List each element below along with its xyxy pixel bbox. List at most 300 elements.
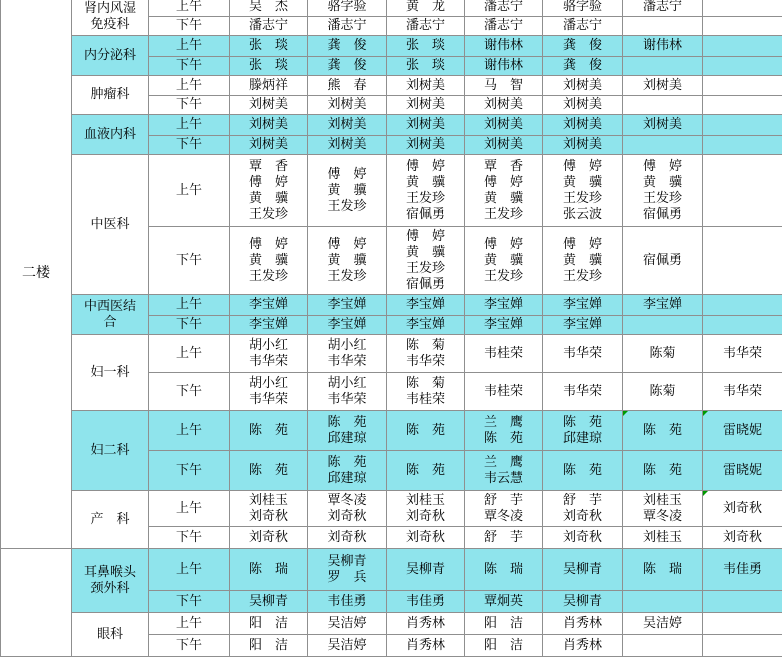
- doctor-cell: [308, 227, 387, 295]
- doctor-list: [249, 493, 288, 525]
- doctor-name: 李宝婵: [327, 297, 366, 313]
- doctor-list: [563, 97, 602, 113]
- doctor-list: [643, 562, 682, 578]
- doctor-name: 陈 瑞: [484, 562, 523, 578]
- doctor-cell: [387, 76, 465, 96]
- doctor-name: 刘树美: [327, 117, 366, 133]
- doctor-list: [484, 594, 523, 610]
- doctor-list: [563, 18, 602, 34]
- doctor-name: 张云波: [563, 207, 602, 223]
- doctor-name: 王发珍: [327, 269, 366, 285]
- doctor-cell: [623, 227, 703, 295]
- doctor-name: 覃炯英: [484, 594, 523, 610]
- doctor-cell: [387, 136, 465, 155]
- doctor-list: [327, 297, 366, 313]
- doctor-name: 黄 骥: [249, 191, 288, 207]
- doctor-cell: [465, 57, 543, 76]
- doctor-list: [327, 616, 366, 632]
- floor-label: 二楼: [1, 0, 72, 549]
- doctor-list: [249, 594, 288, 610]
- doctor-cell: [465, 136, 543, 155]
- doctor-list: [563, 78, 602, 94]
- doctor-list: [406, 594, 445, 610]
- doctor-list: [249, 616, 288, 632]
- doctor-cell: [387, 17, 465, 36]
- doctor-name: 潘志宁: [327, 18, 366, 34]
- doctor-list: [484, 317, 523, 333]
- doctor-cell: [230, 613, 308, 635]
- doctor-name: 陈 苑: [406, 423, 445, 439]
- doctor-name: 刘树美: [406, 97, 445, 113]
- doctor-cell: [703, 411, 782, 451]
- period-label: 下午: [149, 591, 230, 613]
- doctor-name: 肖秀林: [406, 616, 445, 632]
- doctor-cell: [230, 0, 308, 17]
- doctor-name: 傅 婷: [563, 159, 602, 175]
- doctor-name: 陈 苑: [249, 463, 288, 479]
- doctor-name: 刘树美: [249, 97, 288, 113]
- doctor-list: [406, 616, 445, 632]
- doctor-name: 刘树美: [643, 78, 682, 94]
- schedule-row: [1, 76, 782, 96]
- doctor-list: [249, 159, 288, 223]
- department-name: 眼科: [72, 613, 149, 657]
- doctor-list: [327, 376, 366, 408]
- doctor-list: [327, 493, 366, 525]
- doctor-cell: [703, 491, 782, 527]
- doctor-list: [327, 0, 366, 15]
- doctor-name: 胡小红: [327, 376, 366, 392]
- doctor-name: 覃 香: [249, 159, 288, 175]
- doctor-name: 韦桂荣: [484, 384, 523, 400]
- schedule-row: [1, 0, 782, 17]
- doctor-cell: [543, 635, 623, 657]
- doctor-name: 李宝婵: [249, 297, 288, 313]
- doctor-cell: [543, 115, 623, 136]
- doctor-name: 傅 婷: [249, 237, 288, 253]
- doctor-name: 胡小红: [249, 376, 288, 392]
- doctor-name: 陈 苑: [643, 423, 682, 439]
- doctor-name: 邱建琼: [327, 471, 366, 487]
- doctor-list: [249, 423, 288, 439]
- doctor-list: [643, 616, 682, 632]
- doctor-cell: [387, 316, 465, 335]
- doctor-name: 李宝婵: [406, 297, 445, 313]
- doctor-cell: [543, 451, 623, 491]
- doctor-name: 李宝婵: [563, 317, 602, 333]
- doctor-list: [723, 423, 762, 439]
- doctor-cell: [623, 491, 703, 527]
- doctor-cell: [703, 17, 782, 36]
- doctor-cell: [308, 96, 387, 115]
- doctor-name: 韦佳勇: [723, 562, 762, 578]
- doctor-cell: [465, 0, 543, 17]
- doctor-cell: [308, 295, 387, 316]
- doctor-name: 陈 苑: [484, 431, 523, 447]
- doctor-name: 兰 鹰: [484, 415, 523, 431]
- doctor-cell: [465, 227, 543, 295]
- doctor-cell: [623, 155, 703, 227]
- doctor-list: [249, 137, 288, 153]
- doctor-cell: [465, 549, 543, 591]
- doctor-cell: [703, 527, 782, 549]
- doctor-cell: [308, 591, 387, 613]
- doctor-list: [249, 317, 288, 333]
- doctor-name: 韦云慧: [484, 471, 523, 487]
- doctor-list: [484, 297, 523, 313]
- doctor-list: [406, 317, 445, 333]
- doctor-name: 刘奇秋: [563, 509, 602, 525]
- doctor-name: 潘志宁: [249, 18, 288, 34]
- doctor-list: [563, 38, 602, 54]
- doctor-cell: [308, 491, 387, 527]
- doctor-name: 黄 骥: [327, 253, 366, 269]
- doctor-list: [484, 117, 523, 133]
- doctor-cell: [465, 155, 543, 227]
- doctor-name: 陈 苑: [563, 415, 602, 431]
- doctor-list: [484, 38, 523, 54]
- doctor-name: 龚 俊: [563, 58, 602, 74]
- period-label: 上午: [149, 155, 230, 227]
- doctor-cell: [703, 227, 782, 295]
- doctor-cell: [623, 451, 703, 491]
- doctor-list: [563, 346, 602, 362]
- doctor-list: [563, 638, 602, 654]
- doctor-cell: [703, 613, 782, 635]
- doctor-name: 傅 婷: [406, 159, 445, 175]
- doctor-list: [484, 384, 523, 400]
- doctor-list: [327, 530, 366, 546]
- period-label: 上午: [149, 491, 230, 527]
- doctor-cell: [230, 527, 308, 549]
- schedule-row: [1, 36, 782, 57]
- doctor-name: 傅 婷: [249, 175, 288, 191]
- doctor-list: [406, 530, 445, 546]
- doctor-name: 吴洁婷: [327, 616, 366, 632]
- period-label: 上午: [149, 613, 230, 635]
- doctor-cell: [623, 76, 703, 96]
- doctor-name: 刘奇秋: [406, 530, 445, 546]
- doctor-name: 傅 婷: [406, 229, 445, 245]
- doctor-name: 胡小红: [249, 338, 288, 354]
- doctor-list: [406, 562, 445, 578]
- doctor-cell: [543, 76, 623, 96]
- doctor-name: 刘奇秋: [327, 509, 366, 525]
- doctor-name: 刘奇秋: [327, 530, 366, 546]
- period-label: 下午: [149, 373, 230, 411]
- doctor-name: 韦华荣: [723, 384, 762, 400]
- doctor-cell: [703, 57, 782, 76]
- doctor-cell: [543, 549, 623, 591]
- doctor-name: 刘树美: [484, 97, 523, 113]
- doctor-list: [406, 78, 445, 94]
- doctor-list: [327, 38, 366, 54]
- doctor-list: [643, 159, 682, 223]
- doctor-name: 王发珍: [327, 199, 366, 215]
- doctor-list: [406, 376, 445, 408]
- doctor-name: 龚 俊: [327, 58, 366, 74]
- doctor-cell: [387, 451, 465, 491]
- doctor-name: 刘树美: [249, 137, 288, 153]
- doctor-name: 陈 苑: [643, 463, 682, 479]
- doctor-cell: [703, 295, 782, 316]
- department-name: 内分泌科: [72, 36, 149, 76]
- doctor-name: 傅 婷: [563, 237, 602, 253]
- doctor-cell: [623, 0, 703, 17]
- period-label: 上午: [149, 76, 230, 96]
- doctor-list: [327, 58, 366, 74]
- doctor-name: 王发珍: [643, 191, 682, 207]
- doctor-cell: [308, 527, 387, 549]
- doctor-name: 陈 苑: [249, 423, 288, 439]
- doctor-name: 刘树美: [406, 78, 445, 94]
- doctor-cell: [543, 96, 623, 115]
- doctor-name: 韦华荣: [327, 392, 366, 408]
- doctor-cell: [703, 635, 782, 657]
- doctor-list: [249, 530, 288, 546]
- doctor-cell: [387, 411, 465, 451]
- doctor-list: [406, 338, 445, 370]
- doctor-list: [484, 530, 523, 546]
- doctor-name: 阳 洁: [484, 638, 523, 654]
- doctor-name: 胡小红: [327, 338, 366, 354]
- period-label: 下午: [149, 17, 230, 36]
- doctor-name: 刘树美: [327, 137, 366, 153]
- doctor-name: 刘树美: [249, 117, 288, 133]
- doctor-name: 舒 芋: [484, 493, 523, 509]
- doctor-list: [327, 137, 366, 153]
- doctor-cell: [623, 96, 703, 115]
- doctor-list: [563, 415, 602, 447]
- doctor-list: [563, 594, 602, 610]
- doctor-list: [484, 616, 523, 632]
- doctor-list: [563, 616, 602, 632]
- schedule-row: [1, 115, 782, 136]
- doctor-name: 马 智: [484, 78, 523, 94]
- doctor-name: 韦佳勇: [406, 594, 445, 610]
- doctor-name: 吴洁婷: [327, 638, 366, 654]
- department-name: 耳鼻喉头颈外科: [72, 549, 149, 613]
- doctor-list: [563, 317, 602, 333]
- doctor-name: 吴 杰: [249, 0, 288, 15]
- doctor-name: 韦桂荣: [484, 346, 523, 362]
- doctor-list: [327, 237, 366, 285]
- doctor-list: [406, 58, 445, 74]
- doctor-cell: [230, 491, 308, 527]
- doctor-name: 韦华荣: [723, 346, 762, 362]
- doctor-name: 傅 婷: [643, 159, 682, 175]
- department-name: 产 科: [72, 491, 149, 549]
- doctor-name: 宿佩勇: [643, 253, 682, 269]
- doctor-cell: [230, 17, 308, 36]
- doctor-list: [406, 117, 445, 133]
- doctor-name: 刘树美: [563, 137, 602, 153]
- doctor-name: 陈 苑: [327, 415, 366, 431]
- doctor-list: [484, 97, 523, 113]
- doctor-cell: [308, 411, 387, 451]
- doctor-name: 舒 芋: [484, 530, 523, 546]
- doctor-cell: [703, 591, 782, 613]
- doctor-cell: [623, 115, 703, 136]
- doctor-name: 陈 苑: [406, 463, 445, 479]
- doctor-name: 刘奇秋: [406, 509, 445, 525]
- doctor-cell: [308, 635, 387, 657]
- doctor-cell: [703, 136, 782, 155]
- doctor-cell: [308, 36, 387, 57]
- doctor-cell: [543, 613, 623, 635]
- doctor-cell: [230, 115, 308, 136]
- doctor-list: [484, 638, 523, 654]
- doctor-list: [484, 455, 523, 487]
- doctor-cell: [230, 549, 308, 591]
- doctor-cell: [308, 76, 387, 96]
- doctor-name: 潘志宁: [643, 0, 682, 15]
- doctor-cell: [703, 316, 782, 335]
- period-label: 下午: [149, 57, 230, 76]
- doctor-list: [249, 338, 288, 370]
- doctor-name: 黄 骥: [327, 183, 366, 199]
- doctor-list: [643, 463, 682, 479]
- doctor-cell: [387, 635, 465, 657]
- doctor-name: 宿佩勇: [406, 207, 445, 223]
- doctor-list: [643, 38, 682, 54]
- doctor-cell: [465, 411, 543, 451]
- doctor-name: 阳 洁: [484, 616, 523, 632]
- doctor-name: 韦华荣: [249, 354, 288, 370]
- doctor-cell: [230, 591, 308, 613]
- doctor-list: [723, 346, 762, 362]
- doctor-list: [327, 97, 366, 113]
- doctor-list: [327, 317, 366, 333]
- doctor-list: [249, 0, 288, 15]
- department-name: 血液内科: [72, 115, 149, 155]
- doctor-cell: [387, 227, 465, 295]
- doctor-list: [327, 18, 366, 34]
- doctor-name: 刘桂玉: [643, 530, 682, 546]
- doctor-list: [406, 159, 445, 223]
- doctor-list: [563, 137, 602, 153]
- doctor-cell: [703, 115, 782, 136]
- doctor-cell: [387, 549, 465, 591]
- doctor-name: 潘志宁: [484, 0, 523, 15]
- doctor-name: 李宝婵: [484, 297, 523, 313]
- doctor-name: 覃 香: [484, 159, 523, 175]
- doctor-cell: [623, 17, 703, 36]
- doctor-list: [327, 78, 366, 94]
- doctor-cell: [387, 96, 465, 115]
- doctor-name: 骆字验: [327, 0, 366, 15]
- doctor-name: 覃冬凌: [484, 509, 523, 525]
- doctor-cell: [623, 613, 703, 635]
- doctor-cell: [543, 57, 623, 76]
- doctor-name: 刘树美: [563, 78, 602, 94]
- doctor-cell: [230, 96, 308, 115]
- doctor-name: 吴柳青: [249, 594, 288, 610]
- doctor-cell: [465, 316, 543, 335]
- doctor-cell: [387, 155, 465, 227]
- doctor-name: 陈 苑: [563, 463, 602, 479]
- period-label: 上午: [149, 411, 230, 451]
- doctor-cell: [230, 155, 308, 227]
- doctor-cell: [465, 96, 543, 115]
- doctor-name: 刘树美: [484, 137, 523, 153]
- period-label: 上午: [149, 335, 230, 373]
- doctor-cell: [465, 591, 543, 613]
- doctor-list: [484, 493, 523, 525]
- doctor-list: [563, 159, 602, 223]
- doctor-name: 吴洁婷: [643, 616, 682, 632]
- doctor-cell: [465, 373, 543, 411]
- doctor-name: 刘桂玉: [643, 493, 682, 509]
- doctor-cell: [308, 136, 387, 155]
- doctor-name: 刘树美: [643, 117, 682, 133]
- doctor-name: 刘桂玉: [406, 493, 445, 509]
- doctor-name: 阳 洁: [249, 638, 288, 654]
- doctor-name: 黄 龙: [406, 0, 445, 15]
- doctor-list: [563, 493, 602, 525]
- doctor-list: [643, 253, 682, 269]
- doctor-cell: [623, 335, 703, 373]
- doctor-name: 雷晓妮: [723, 463, 762, 479]
- doctor-list: [643, 530, 682, 546]
- doctor-cell: [387, 527, 465, 549]
- doctor-list: [249, 562, 288, 578]
- doctor-name: 李宝婵: [563, 297, 602, 313]
- doctor-name: 潘志宁: [563, 18, 602, 34]
- doctor-list: [249, 638, 288, 654]
- doctor-name: 兰 鹰: [484, 455, 523, 471]
- doctor-cell: [623, 36, 703, 57]
- doctor-cell: [465, 491, 543, 527]
- doctor-cell: [623, 591, 703, 613]
- doctor-list: [484, 562, 523, 578]
- doctor-name: 刘奇秋: [723, 501, 762, 517]
- doctor-name: 潘志宁: [406, 18, 445, 34]
- doctor-cell: [230, 373, 308, 411]
- doctor-cell: [623, 549, 703, 591]
- doctor-cell: [308, 549, 387, 591]
- doctor-cell: [543, 155, 623, 227]
- doctor-name: 刘树美: [406, 117, 445, 133]
- doctor-list: [406, 38, 445, 54]
- schedule-row: [1, 155, 782, 227]
- doctor-name: 韦佳勇: [327, 594, 366, 610]
- doctor-name: 韦华荣: [563, 346, 602, 362]
- doctor-cell: [543, 316, 623, 335]
- doctor-cell: [230, 316, 308, 335]
- doctor-cell: [623, 295, 703, 316]
- doctor-cell: [230, 36, 308, 57]
- doctor-cell: [465, 36, 543, 57]
- doctor-cell: [230, 335, 308, 373]
- doctor-cell: [465, 613, 543, 635]
- doctor-name: 吴柳青: [327, 554, 366, 570]
- doctor-cell: [623, 411, 703, 451]
- doctor-list: [563, 384, 602, 400]
- doctor-name: 潘志宁: [484, 18, 523, 34]
- doctor-cell: [543, 591, 623, 613]
- doctor-cell: [387, 36, 465, 57]
- doctor-name: 王发珍: [563, 269, 602, 285]
- doctor-name: 谢伟林: [484, 38, 523, 54]
- schedule-row: [1, 613, 782, 635]
- doctor-cell: [308, 17, 387, 36]
- doctor-name: 刘奇秋: [249, 509, 288, 525]
- doctor-list: [249, 297, 288, 313]
- doctor-cell: [623, 635, 703, 657]
- doctor-name: 邱建琼: [327, 431, 366, 447]
- doctor-name: 韦华荣: [406, 354, 445, 370]
